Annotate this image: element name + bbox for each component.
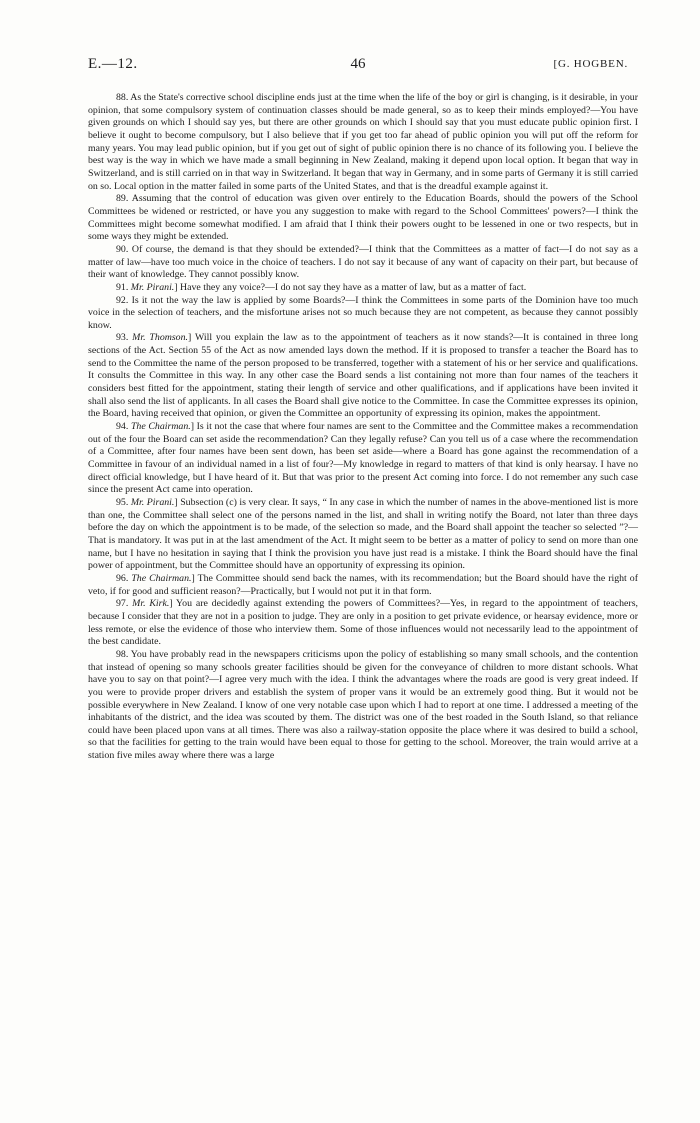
paragraph-number: 88. — [116, 92, 129, 103]
paragraph-text: You are decidedly against extending the powers of Committees?—Yes, in regard to the appointment of teachers, because I consider that they are not in a position to judge. They are only in a position to get private evidence, or hearsay evidence, more or less remote, or else the evidence of those who interview them. Some of those influences would not necessarily lead to the appointment of the best candidate. — [88, 598, 638, 648]
speaker-name: Mr. Thomson. — [132, 332, 188, 344]
paragraph-94: 94. The Chairman.] Is it not the case that where four names are sent to the Committee and the Committee makes a recommendation out of the four the Board can set aside the recommendation? Can they legally refuse? Can you tell us of a case where the recommendation of a Committee, after four names have been sent down, has been set aside—where a Board has gone against the recommendation of a Committee in favour of an individual named in a list of four?—My knowledge in regard to matters of that kind is only hearsay. I have no direct official knowledge, but I have heard of it. But that was prior to the present Act coming into force. I do not remember any such case since the present Act came into operation. — [88, 421, 638, 496]
paragraph-number: 98. — [116, 648, 129, 660]
paragraph-88 — [88, 92, 638, 193]
report-reference: E.—12. — [88, 56, 138, 72]
speaker-name: The Chairman. — [130, 421, 191, 433]
paragraph-97: 97. Mr. Kirk.] You are decidedly against extending the powers of Committees?—Yes, in regard to the appointment of teachers, because I consider that they are not in a position to judge. They are only in a position to get private evidence, or hearsay evidence, more or less remote, or else the evidence of those who interview them. Some of those influences would not necessarily lead to the appointment of the best candidate. — [88, 598, 638, 648]
paragraph-91: 91. Mr. Pirani.] Have they any voice?—I do not say they have as a matter of law, but as a matter of fact. — [116, 281, 527, 293]
paragraph-number: 93. — [116, 332, 129, 344]
paragraph-93: 93. Mr. Thomson.] Will you explain the law as to the appointment of teachers as it now stands?—It is contained in three long sections of the Act. Section 55 of the Act as now amended lays down the method. If it is proposed to transfer a teacher the Board has to send to the Committee the name of the person proposed to be transferred, together with a statement of his or her service and qualifications. It consults the Committee in this way. In any other case the Board sends a list containing not more than four names of the teachers it considers best fitted for the appointment, stating their length of service and other qualifications, and if applications have been invited it shall also send the list of applicants. In all cases the Board shall give notice to the Committee. In case the Committee expresses its opinion, the Board, having received that opinion, or given the Committee an opportunity of expressing its opinion, makes the appointment. — [88, 332, 638, 420]
speaker-name: Mr. Kirk. — [132, 598, 170, 610]
paragraph-text: Will you explain the law as to the appointment of teachers as it now stands?—It is contained in three long sections of the Act. Section 55 of the Act as now amended lays down the method. If it is proposed to transfer a teacher the Board has to send to the Committee the name of the person proposed to be transferred, together with a statement of his or her service and qualifications. It consults the Committee in this way. In any other case the Board sends a list containing not more than four names of the teachers it considers best fitted for the appointment, stating their length of service and other qualifications, and if applications have been invited it shall also send the list of applicants. In all cases the Board shall give notice to the Committee. In case the Committee expresses its opinion, the Board, having received that opinion, or given the Committee an opportunity of expressing its opinion, makes the appointment. — [88, 332, 638, 420]
paragraph-text: Is it not the case that where four names are sent to the Committee and the Committee makes a recommendation out of the four the Board can set aside the recommendation? Can they legally refuse? Can you tell us of a case where the recommendation of a Committee, after four names have been sent down, has been set aside—where a Board has gone against the recommendation of a Committee in favour of an individual named in a list of four?—My knowledge in regard to matters of that kind is only hearsay. I have no direct official knowledge, but I have heard of it. But that was prior to the present Act coming into force. I do not remember any such case since the present Act came into operation. — [88, 421, 638, 496]
speaker-name: The Chairman. — [131, 572, 192, 584]
paragraph-number: 97. — [116, 598, 129, 610]
paragraph-text: As the State's corrective school discipline ends just at the time when the life of the boy or girl is changing, is it desirable, in your opinion, that some compulsory system of continuation classes should be made general, so as to keep their minds employed?—You have given grounds on which I should say yes, but there are other grounds on which I should say that you must educate public opinion first. I believe it ought to become compulsory, but I also believe that if you get too far ahead of public opinion you will put off the reform for many years. You may lead public opinion, but if you get out of sight of public opinion there is no chance of its following you. I believe the best way is the way in which we have made a small beginning in New Zealand, making it depend upon local option. It began that way in Switzerland, and is still carried on in that way in Switzerland. It began that way in Germany, and in some parts of Germany it is still carried on so. Local option in the matter failed in some parts of the United States, and that is the dreadful example against it. — [88, 92, 638, 192]
paragraph-text: Is it not the way the law is applied by some Boards?—I think the Committees in some parts of the Dominion have too much voice in the selection of teachers, and the misfortune arises not so much because they are not competent, as because they cannot possibly know. — [88, 294, 638, 331]
paragraph-text: Have they any voice?—I do not say they have as a matter of law, but as a matter of fact. — [180, 281, 527, 293]
paragraph-number: 91. — [116, 281, 129, 293]
paragraph-95: 95. Mr. Pirani.] Subsection (c) is very clear. It says, “ In any case in which the number of names in the above-mentioned list is more than one, the Committee shall select one of the persons named in the list, and shall in writing notify the Board, not later than three days before the day on which the appointment is to be made, of the selection so made, and the Board shall appoint the teacher so selected ”?—That is mandatory. It was put in at the last amendment of the Act. It might seem to be better as a matter of policy to send on more than one name, but I have no hesitation in saying that I think the provision you have just read is a mistake. I think the Board should have the final power of appointment, but the Committee should have an opportunity of expressing its opinion. — [88, 497, 639, 572]
paragraph-number: 89. — [116, 193, 129, 205]
paragraph-text: Of course, the demand is that they should be extended?—I think that the Committees as a matter of fact—I do not say as a matter of law—have too much voice in the choice of teachers. I do not say it because of any want of capacity on their part, but because of their want of knowledge. They cannot possibly know. — [88, 243, 638, 281]
page-number: 46 — [350, 56, 366, 72]
witness-name: [G. HOGBEN. — [553, 58, 628, 70]
paragraph-text: You have probably read in the newspapers criticisms upon the policy of establishing so many small schools, and the contention that instead of opening so many schools greater facilities should be given for the conveyance of children to more distant schools. What have you to say on that point?—I agree very much with the idea. I think the advantages where the roads are good is very great indeed. If you were to provide proper drivers and establish the system of proper vans it would be an extremely good thing. But it would not be possible everywhere in New Zealand. I know of one very notable case upon which I had to report at one time. I addressed a meeting of the inhabitants of the district, and the idea was scouted by them. The district was one of the best roaded in the South Island, so that reliance could have been placed upon vans at all times. There was also a railway-station opposite the place where it was desired to build a school, so that the facilities for getting to the train would have been equal to those for getting to the school. Moreover, the train would arrive at a station five miles away where there was a large — [88, 648, 638, 762]
paragraph-text: The Committee should send back the names, with its recommendation; but the Board should have the right of veto, if for good and sufficient reason?—Practically, but I would not put it in that form. — [88, 572, 638, 597]
body-text — [88, 92, 638, 763]
paragraph-90 — [88, 244, 638, 282]
paragraph-number: 92. — [116, 294, 129, 306]
running-header — [88, 56, 628, 80]
paragraph-98 — [88, 649, 638, 763]
speaker-name: Mr. Pirani. — [130, 497, 175, 508]
paragraph-92 — [88, 295, 638, 333]
paragraph-text: Assuming that the control of education was given over entirely to the Education Boards, should the powers of the School Committees be widened or restricted, or have you any suggestion to make with regard to the School Committees' powers?—I think the Committees might become somewhat modified. I am afraid that I think their powers ought to be lessened in one or two respects, but in some ways they might be extended. — [88, 193, 638, 243]
paragraph-96: 96. The Chairman.] The Committee should send back the names, with its recommendation; but the Board should have the right of veto, if for good and sufficient reason?—Practically, but I would not put it in that form. — [88, 572, 638, 597]
paragraph-89 — [88, 193, 638, 244]
speaker-name: Mr. Pirani. — [130, 281, 175, 293]
paragraph-number: 94. — [116, 421, 129, 433]
paragraph-number: 90. — [116, 243, 129, 255]
paragraph-number: 96. — [116, 572, 129, 584]
paragraph-text: Subsection (c) is very clear. It says, “ In any case in which the number of names in the above-mentioned list is more than one, the Committee shall select one of the persons named in the list, and shall in writing notify the Board, not later than three days before the day on which the appointment is to be made, of the selection so made, and the Board shall appoint the teacher so selected ”?—That is mandatory. It was put in at the last amendment of the Act. It might seem to be better as a matter of policy to send on more than one name, but I have no hesitation in saying that I think the provision you have just read is a mistake. I think the Board should have the final power of appointment, but the Committee should have an opportunity of expressing its opinion. — [88, 497, 639, 572]
paragraph-number: 95. — [116, 497, 129, 508]
